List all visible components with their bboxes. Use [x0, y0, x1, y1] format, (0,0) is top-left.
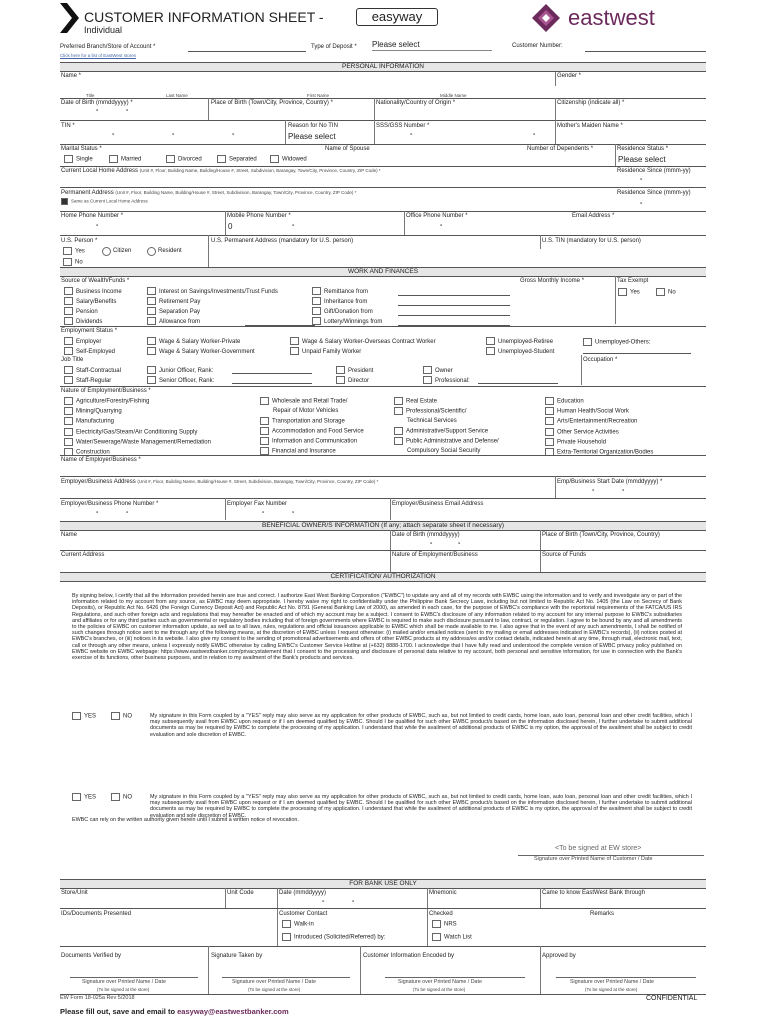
sig-caption-3: Signature over Printed Name / Date [398, 979, 482, 985]
walk-in-label: Walk-in [294, 921, 314, 928]
source-label: Dividends [76, 319, 103, 325]
sig-caption-1-sub: (To be signed at the store) [97, 987, 150, 992]
source-label: Allowance from [159, 319, 201, 325]
mobile-phone-label: Mobile Phone Number * [227, 213, 291, 219]
nature-item[interactable] [64, 407, 211, 417]
current-address-hint: (Unit #, Floor, Building Name, Building/House #, Street, Subdivision, Barangay, Town/City, Province, Country, ZIP Code) * [139, 168, 381, 173]
emp-ocw[interactable] [290, 337, 436, 347]
emp-self[interactable] [64, 347, 115, 357]
nature-item[interactable] [545, 417, 653, 427]
job-label: Professional: [435, 378, 470, 384]
nature-label: Professional/Scientific/ [406, 408, 467, 415]
nature-item[interactable] [64, 417, 211, 427]
emp-label: Self-Employed [76, 349, 116, 355]
occupation-label: Occupation * [583, 357, 618, 363]
source-label: Salary/Benefits [76, 299, 117, 305]
emp-label: Unemployed-Retiree [498, 339, 554, 345]
source-funds-label: Source of Wealth/Funds * [61, 278, 130, 284]
middle-name-label: Middle Name [440, 93, 467, 98]
bo-source-label: Source of Funds [542, 552, 587, 558]
brand-name: eastwest [568, 5, 655, 30]
job-label: President [348, 368, 374, 374]
nature-label: Manufacturing [76, 418, 115, 425]
job-label: Senior Officer, Rank: [159, 378, 215, 384]
nature-label: Financial and Insurance [272, 448, 336, 455]
us-no[interactable] [63, 258, 83, 267]
nature-label: Electricity/Gas/Steam/Air Conditioning Supply [76, 429, 198, 436]
type-of-deposit-select[interactable]: Please select [372, 40, 492, 51]
name-label: Name * [61, 73, 82, 79]
nature-item[interactable] [394, 427, 499, 437]
email-label: Email Address * [572, 213, 615, 219]
nature-item [260, 407, 364, 417]
ids-presented-label: IDs/Documents Presented [61, 911, 132, 917]
gender-label: Gender * [557, 73, 582, 79]
ms-divorced[interactable] [166, 155, 202, 164]
emp-retiree[interactable] [486, 337, 554, 347]
submit-email-link[interactable]: easyway@eastwestbanker.com [177, 1007, 289, 1016]
work-finances-header: WORK AND FINANCES [60, 267, 706, 277]
job-label: Staff-Contractual [76, 368, 121, 374]
emp-government[interactable] [147, 347, 255, 357]
nature-label: Administrative/Support Service [406, 428, 489, 435]
consent1-no-label: NO [123, 713, 132, 720]
last-name-label: Last Name [166, 93, 188, 98]
nature-label: Information and Communication [272, 438, 358, 445]
citizenship-label: Citizenship (indicate all) * [557, 100, 625, 106]
same-as-label: Same as Current Local Home Address [71, 198, 148, 204]
emp-col2 [147, 337, 255, 357]
nature-item[interactable] [260, 417, 364, 427]
emp-private[interactable] [147, 337, 255, 347]
emp-label: Wage & Salary Worker-Government [159, 349, 255, 355]
checked-label: Checked [429, 911, 453, 917]
emp-col4 [486, 337, 554, 357]
nrs-checkbox[interactable] [432, 920, 457, 929]
certification-header: CERTIFICATION/ AUTHORIZATION [60, 572, 706, 582]
nature-label: Extra-Territorial Organization/Bodies [557, 449, 654, 456]
bank-use-header: FOR BANK USE ONLY [60, 879, 706, 889]
tin-label: TIN * [61, 123, 75, 129]
same-as-checkbox[interactable] [61, 198, 148, 205]
nature-item[interactable] [394, 407, 499, 417]
nature-item[interactable] [545, 407, 653, 417]
ms-single[interactable] [64, 155, 93, 164]
mobile-phone-input[interactable]: 0 [228, 222, 233, 231]
job-label: Director [348, 378, 370, 384]
us-yes[interactable] [63, 247, 85, 256]
ms-separated-label: Separated [229, 156, 257, 163]
bo-nature-label: Nature of Employment/Business [392, 552, 478, 558]
spouse-label: Name of Spouse [325, 146, 370, 152]
source-interest[interactable] [147, 287, 278, 297]
office-phone-label: Office Phone Number * [406, 213, 468, 219]
ms-separated[interactable] [217, 155, 257, 164]
bo-name-label: Name [61, 532, 78, 538]
emp-others[interactable] [583, 338, 650, 347]
residence-status-select[interactable]: Please select [618, 155, 666, 164]
emp-label: Wage & Salary Worker-Private [159, 339, 241, 345]
store-unit-label: Store/Unit [61, 890, 88, 896]
dependents-label: Number of Dependents * [527, 146, 594, 152]
source-retirement[interactable] [147, 297, 278, 307]
nrs-label: NRS [444, 921, 457, 928]
nature-label: Nature of Employment/Business * [61, 388, 151, 394]
preferred-branch-label: Preferred Branch/Store of Account * [60, 44, 156, 50]
source-pension[interactable] [64, 307, 122, 317]
source-label: Business Income [76, 289, 122, 295]
introduced-checkbox[interactable] [282, 933, 385, 942]
emp-col3 [290, 337, 436, 357]
nature-col4 [545, 397, 653, 458]
job-label: Staff-Regular [76, 378, 112, 384]
us-address-text: U.S. Permanent Address (mandatory for U.S. person) [211, 238, 354, 244]
type-of-deposit-label: Type of Deposit * [311, 44, 357, 50]
nature-label: Accommodation and Food Service [272, 428, 364, 435]
nature-col2 [260, 397, 364, 457]
employer-address-label [61, 479, 378, 486]
emp-unpaid[interactable] [290, 347, 436, 357]
sig-caption-4-sub: (To be signed at the store) [585, 987, 638, 992]
docs-verified-label: Documents Verified by [61, 953, 122, 959]
consent2-yes[interactable] [72, 793, 96, 802]
nature-label: Mining/Quarrying [76, 408, 122, 415]
fill-out-text: Please fill out, save and email to [60, 1007, 176, 1016]
customer-number-label: Customer Number: [512, 43, 563, 49]
nature-label: Human Health/Social Work [557, 408, 629, 415]
nature-label: Agriculture/Forestry/Fishing [76, 398, 150, 405]
nature-label: Other Service Activities [557, 429, 619, 436]
mother-maiden-label: Mother's Maiden Name * [557, 123, 623, 129]
emp-fax-label: Employer Fax Number [227, 501, 288, 507]
nature-item[interactable] [394, 437, 499, 447]
emp-employer[interactable] [64, 337, 115, 347]
emp-phone-label: Employer/Business Phone Number * [61, 501, 159, 507]
nature-item[interactable] [64, 428, 211, 438]
nature-item[interactable] [545, 397, 653, 407]
emp-label: Unemployed-Student [498, 349, 555, 355]
nature-label: Water/Sewerage/Waste Management/Remediation [76, 439, 211, 446]
source-label: Separation Pay [159, 309, 201, 315]
confidential-label: CONFIDENTIAL [646, 995, 698, 1002]
nature-item[interactable] [260, 437, 364, 447]
consent2-no[interactable] [111, 793, 132, 802]
current-address-label [61, 168, 381, 175]
consent1-yes[interactable] [72, 712, 96, 721]
source-label: Interest on Savings/Investments/Trust Funds [159, 289, 278, 295]
title-label: Title [86, 93, 95, 98]
nature-label: Private Household [557, 439, 607, 446]
reason-no-tin-label: Reason for No TIN [288, 123, 338, 129]
job-contractual[interactable] [64, 366, 121, 376]
form-code: EW Form 18-025a Rev 5/2018 [60, 995, 135, 1001]
nature-label: Arts/Entertainment/Recreation [557, 418, 638, 425]
residence-status-label: Residence Status * [617, 146, 669, 152]
job-professional[interactable] [423, 376, 470, 386]
nature-item[interactable] [394, 397, 499, 407]
emp-start-label: Emp/Business Start Date (mmddyyyy) * [557, 479, 663, 485]
sig-caption-3-sub: (To be signed at the store) [413, 987, 466, 992]
nature-col3 [394, 397, 499, 457]
citizen-label: Citizen [113, 248, 132, 254]
consent2-text: My signature in this Form coupled by a "YES" reply may also serve as my application for other products of EWBC, such as, but not limited to credit cards, home loan, auto loan, personal loan and other credit facilities, which I may subsequently avail from EWBC upon request or if I am deemed qualified by EWBC. Should I be qualified for such other EWBC product/s based on the information disclosed herein, I further undertake to submit additional documents as may be required by EWBC to complete the processing of my application. I understand that while the availment of additional products of EWBC is my option, the approval of the availment shall be subject to credit evaluation and sole discretion of EWBC. [150, 794, 692, 819]
job-title-label: Job Title [61, 357, 84, 363]
sources-col2 [147, 287, 278, 327]
consent1-yes-label: YES [84, 713, 97, 720]
nature-label: Real Estate [406, 398, 438, 405]
nature-item[interactable] [64, 397, 211, 407]
first-name-label: First Name [307, 93, 330, 98]
ms-widowed[interactable] [270, 155, 307, 164]
emp-col1 [64, 337, 115, 357]
nature-item[interactable] [545, 448, 653, 458]
bank-date-label: Date (mmddyyyy) [279, 890, 327, 896]
source-label: Retirement Pay [159, 299, 201, 305]
job-regular[interactable] [64, 376, 121, 386]
residence-since-label: Residence Since (mmm-yy) [617, 168, 691, 174]
tax-no-label: No [668, 289, 676, 296]
watch-list-checkbox[interactable] [432, 933, 472, 942]
introduced-label: Introduced (Solicited/Referred) by: [294, 934, 386, 941]
store-list-link[interactable]: Click here for a list of EastWest stores [60, 53, 136, 58]
job-director[interactable] [336, 376, 373, 386]
tax-yes[interactable] [618, 288, 640, 297]
nature-item[interactable] [545, 428, 653, 438]
ms-married[interactable] [109, 155, 141, 164]
job-owner[interactable] [423, 366, 470, 376]
emp-others-label: Unemployed-Others: [595, 339, 651, 346]
bo-pob-label: Place of Birth (Town/City, Province, Country) [542, 532, 660, 538]
page-title: CUSTOMER INFORMATION SHEET - [84, 9, 324, 25]
dob-label: Date of Birth (mmddyyyy) * [61, 100, 133, 106]
emp-student[interactable] [486, 347, 554, 357]
permanent-address-title: Permanent Address [61, 190, 114, 196]
resident-label: Resident [158, 248, 182, 254]
source-label: Lottery/Winnings from [324, 319, 383, 325]
consent1-text: My signature in this Form coupled by a "YES" reply may also serve as my application for other products of EWBC, such as, but not limited to credit cards, home loan, auto loan, personal loan and other credit facilities, which I may subsequently avail from EWBC upon request or if I am deemed qualified by EWBC. Should I be qualified for such other EWBC product/s based on the information disclosed herein, I further undertake to submit additional documents as may be required by EWBC to complete the processing of my application. I understand that while the availment of additional products of EWBC is my option, the approval of the availment shall be subject to credit evaluation and sole discretion of EWBC. [150, 713, 692, 738]
nature-label: Technical Services [407, 418, 457, 425]
gross-income-label: Gross Monthly Income * [520, 278, 585, 284]
tax-no[interactable] [656, 288, 676, 297]
came-to-know-label: Came to know EastWest Bank through [542, 890, 645, 896]
resident-radio[interactable] [147, 247, 156, 256]
mnemonic-label: Mnemonic [429, 890, 457, 896]
us-address-label [211, 238, 353, 245]
consent1-no[interactable] [111, 712, 132, 721]
employer-name-label: Name of Employer/Business * [61, 457, 141, 463]
personal-info-header: PERSONAL INFORMATION [60, 62, 706, 72]
job-junior[interactable] [147, 366, 214, 376]
job-col2 [147, 366, 214, 386]
tax-yes-label: Yes [630, 289, 640, 296]
page-subtitle: Individual [84, 25, 123, 35]
us-tin-label: U.S. TIN (mandatory for U.S. person) [542, 238, 641, 244]
bo-dob-label: Date of Birth (mmddyyyy) [392, 532, 460, 538]
certification-body: By signing below, I certify that all the information provided herein are true and correct. I authorize East West Banking Corporation ("EWBC") to update any and all of my records with EWBC using the information and to verify and investigate any or part of the information related to my account from any source, as EWBC may deem appropriate. I hereby waive my right to confidentiality under the Philippine Bank Secrecy Laws, including but not limited to Republic Act No. 1405 (the Law on Secrecy of Bank Deposits), or Republic Act No. 6426 (the Foreign Currency Deposit Act) and Republic Act No. 8791 (General Banking Law of 2000), as amended in each case, for the purpose of EWBC's compliance with the reportorial requirements of the FATCA/US IRS Regulations, and such other foreign acts and regulations that may hereafter be enacted and of which my account may be a subject. I consent to EWBC's disclosure of any information related to my account for any internal purpose to EWBC's subsidiaries and affiliates or for any third parties such as governmental or regulatory bodies including that of foreign governments where EWBC is required to make such disclosure pursuant to law, contract, or regulation. I agree to be bound by any and all amendments to the policies of EWBC on customer information update, as well as to all laws, rules, regulations and official issuances applicable to EWBC which shall be made available to me. I also agree that in the event of any such amendments, I shall be notified of such changes through notice sent to me through any of the following means, at the discretion of EWBC unless I request otherwise: (i) mailed and/or emailed notices (sent to my mailing or email addresses indicated in EWBC's records), (ii) notices posted at EWBC's branches, or (iii) notices in its website. I also give my consent to the sending of promotional advertisements and offers of other EWBC products at my address/es and/or contact details, indicated herein at any time, through mail, electronic mail, text, call or through any other means, unless I expressly notify EWBC otherwise by calling EWBC's Customer Service Hotline at (+632) 8888-1700. I acknowledge that I have fully read and understood the complete version of EWBC privacy policy published on EWBC website on EWBC webpage: https://www.eastwestbanker.com/privacystatement that I consent to the processing and disclosure of personal data relative to my account, both personal and sensitive information, for use in connection with the Bank's exercise of its functions, other business purposes, and in relation to my availment of the Bank's products and services. [72, 593, 682, 662]
us-no-label: No [75, 259, 83, 266]
sig-caption-4: Signature over Printed Name / Date [570, 979, 654, 985]
source-business-income[interactable] [64, 287, 122, 297]
beneficial-owner-header: BENEFICIAL OWNER/S INFORMATION (If any; attach separate sheet if necessary) [60, 521, 706, 531]
consent2-yes-label: YES [84, 794, 97, 801]
nature-label: Construction [76, 449, 110, 456]
sig-caption-1: Signature over Printed Name / Date [82, 979, 166, 985]
pob-label: Place of Birth (Town/City, Province, Country) * [211, 100, 333, 106]
emp-label: Wage & Salary Worker-Overseas Contract Worker [302, 339, 436, 345]
us-yes-label: Yes [75, 248, 85, 255]
job-president[interactable] [336, 366, 373, 376]
source-salary[interactable] [64, 297, 122, 307]
emp-label: Unpaid Family Worker [302, 349, 362, 355]
header-chevron-icon [60, 3, 82, 33]
citizen-radio[interactable] [102, 247, 111, 256]
source-gift[interactable] [312, 307, 382, 317]
nature-label: Wholesale and Retail Trade/ [272, 398, 348, 405]
walk-in-checkbox[interactable] [282, 920, 314, 929]
nature-item[interactable] [260, 397, 364, 407]
job-label: Owner [435, 368, 453, 374]
sig-taken-label: Signature Taken by [211, 953, 263, 959]
source-separation[interactable] [147, 307, 278, 317]
ms-married-label: Married [121, 156, 142, 163]
residence-since-2-label: Residence Since (mmm-yy) [617, 190, 691, 196]
sig-caption-2-sub: (To be signed at the store) [248, 987, 301, 992]
ms-single-label: Single [76, 156, 93, 163]
marital-status-label: Marital Status * [61, 146, 102, 152]
customer-contact-label: Customer Contact [279, 911, 328, 917]
reason-no-tin-select[interactable]: Please select [288, 132, 336, 141]
source-label: Pension [76, 309, 98, 315]
sss-label: SSS/GSS Number * [376, 123, 430, 129]
ms-widowed-label: Widowed [282, 156, 307, 163]
employer-address-title: Employer/Business Address [61, 479, 136, 485]
customer-signature-placeholder[interactable]: <To be signed at EW store> [555, 845, 642, 852]
current-address-title: Current Local Home Address [61, 168, 139, 174]
ms-divorced-label: Divorced [178, 156, 202, 163]
source-label: Remittance from [324, 289, 369, 295]
emp-email-label: Employer/Business Email Address [392, 501, 484, 507]
remarks-label: Remarks [590, 911, 615, 917]
source-remittance[interactable] [312, 287, 382, 297]
bo-address-label: Current Address [61, 552, 105, 558]
nature-label: Repair of Motor Vehicles [273, 408, 339, 415]
source-inheritance[interactable] [312, 297, 382, 307]
nature-label: Education [557, 398, 584, 405]
nature-item[interactable] [64, 438, 211, 448]
watch-list-label: Watch List [444, 934, 472, 941]
permanent-address-hint: (Unit #, Floor, Building Name, Building/House #, Street, Subdivision, Barangay, Town/City, Province, Country, ZIP Code) * [115, 190, 357, 195]
nationality-label: Nationality/Country of Origin * [376, 100, 456, 106]
consent2-no-label: NO [123, 794, 132, 801]
nature-label: Public Administrative and Defense/ [406, 438, 499, 445]
nature-label: Compulsory Social Security [407, 448, 481, 455]
job-col4 [423, 366, 470, 386]
job-col3 [336, 366, 373, 386]
nature-item[interactable] [545, 438, 653, 448]
approved-by-label: Approved by [542, 953, 576, 959]
eastwest-logo-icon [524, 4, 568, 32]
unit-code-label: Unit Code [227, 890, 254, 896]
job-col1 [64, 366, 121, 386]
employer-address-hint: (Unit #, Floor, Building Name, Building/House #, Street, Subdivision, Barangay, Town/City, Province, Country, ZIP Code) * [137, 479, 379, 484]
nature-item [394, 417, 499, 427]
source-label: Inheritance from [324, 299, 368, 305]
emp-status-label: Employment Status * [61, 328, 118, 334]
nature-col1 [64, 397, 211, 458]
job-senior[interactable] [147, 376, 214, 386]
tax-exempt-label: Tax Exempt [617, 278, 649, 284]
permanent-address-label [61, 190, 356, 197]
info-encoded-label: Customer Information Encoded by [363, 953, 455, 959]
sources-col3 [312, 287, 382, 327]
job-label: Junior Officer, Rank: [159, 368, 214, 374]
rely-text: EWBC can rely on the written authority given herein until I submit a written notice of revocation. [72, 817, 299, 823]
source-label: Gift/Donation from [324, 309, 373, 315]
customer-signature-caption: Signature over Printed Name of Customer / Date [534, 856, 653, 862]
sig-caption-2: Signature over Printed Name / Date [232, 979, 316, 985]
us-person-label: U.S. Person * [61, 238, 98, 244]
sources-col1 [64, 287, 122, 327]
home-phone-label: Home Phone Number * [61, 213, 124, 219]
fill-out-instruction [60, 1007, 289, 1016]
nature-label: Transportation and Storage [272, 418, 345, 425]
nature-item[interactable] [260, 427, 364, 437]
easyway-badge: easyway [356, 8, 438, 26]
emp-label: Employer [76, 339, 102, 345]
